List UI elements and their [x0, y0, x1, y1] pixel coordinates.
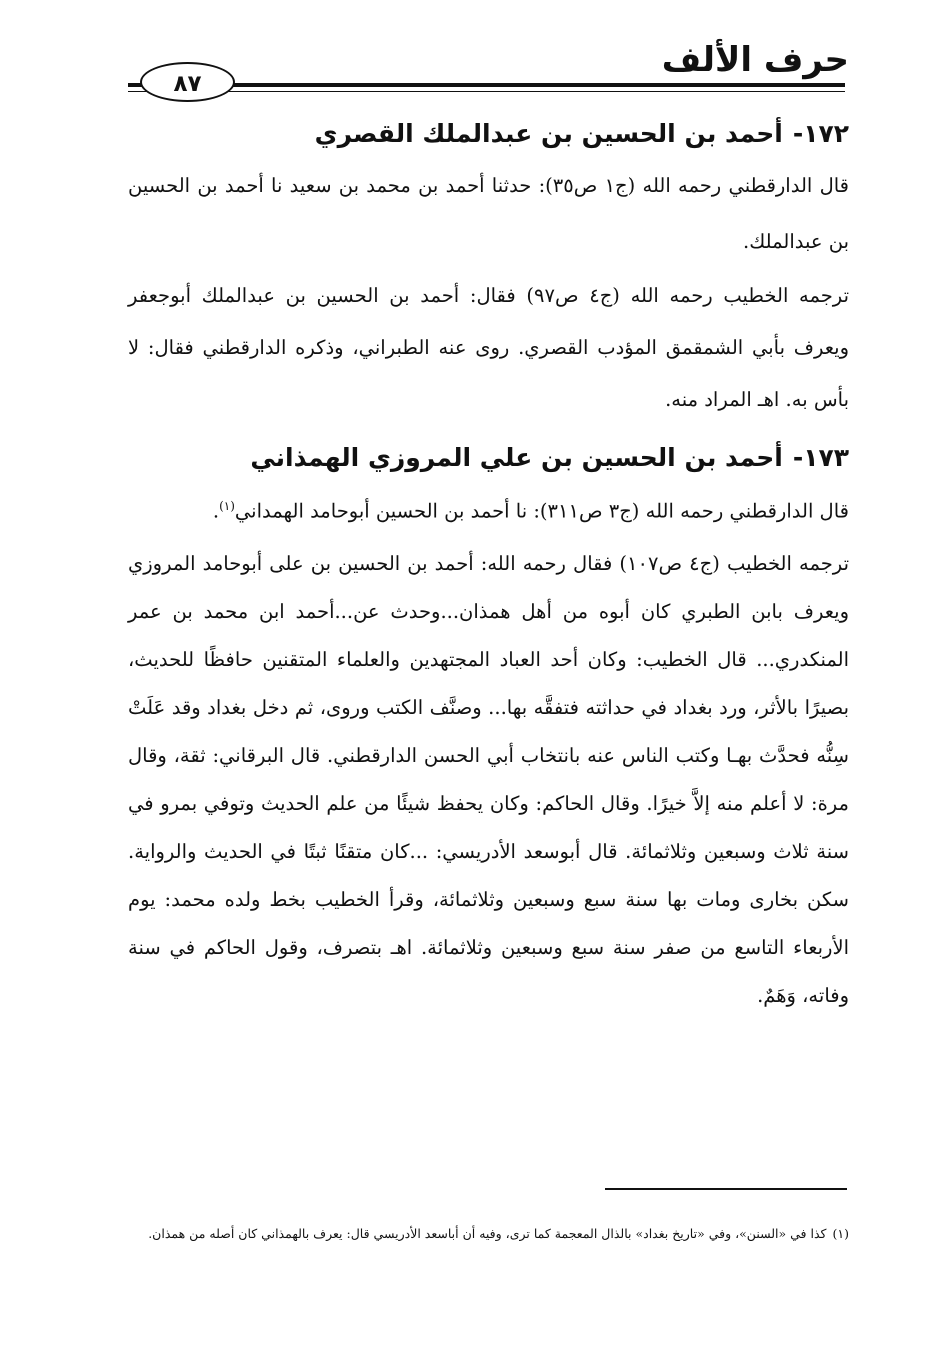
- footnote-marker: (١): [832, 1226, 849, 1241]
- footnote-separator: [605, 1188, 847, 1190]
- intro-text: قال الدارقطني رحمه الله (ج٣ ص٣١١): نا أحمد بن الحسين أبوحامد الهمداني: [234, 499, 849, 523]
- footnote-text: كذا في «السنن»، وفي «تاريخ بغداد» بالذال المعجمة كما ترى، وفيه أن أباسعد الأدريسي قال: يعرف بالهمذاني كان أصله من همذان.: [148, 1226, 827, 1241]
- page-number: ٨٧: [140, 62, 235, 102]
- entry-paragraph: ترجمه الخطيب رحمه الله (ج٤ ص٩٧) فقال: أحمد بن الحسين بن عبدالملك أبوجعفر ويعرف بأبي الشمقمق المؤدب القصري. روى عنه الطبراني، وذكره الدارقطني فقال: لا بأس به. اهـ المراد منه.: [128, 284, 849, 411]
- entry-heading: [315, 116, 849, 152]
- entry-heading: [250, 440, 849, 476]
- footnote: [128, 1212, 849, 1256]
- entry-body: ترجمه الخطيب (ج٤ ص١٠٧) فقال رحمه الله: أحمد بن الحسين بن على أبوحامد المروزي ويعرف بابن الطبري كان أبوه من أهل همذان...وحدث عن...أحمد ابن محمد بن عمر المنكدري... قال الخطيب: وكان أحد العباد المجتهدين والعلماء المتقنين حافظًا للحديث، بصيرًا بالأثر، ورد بغداد في حداثته فتفقَّه بها... وصنَّف الكتب وروى، ثم دخل بغداد وقد عَلَتْ سِنُّه فحدَّث بهـا وكتب الناس عنه بانتخاب أبي الحسن الدارقطني. قال البرقاني: ثقة، وقال مرة: لا أعلم منه إلاَّ خيرًا. وقال الحاكم: وكان يحفظ شيئًا من علم الحديث وتوفي بمرو في سنة ثلاث وسبعين وثلاثمائة. قال أبوسعد الأدريسي: ...كان متقنًا ثبتًا في الحديث والرواية. سكن بخارى ومات بها سنة سبع وسبعين وثلاثمائة، وقرأ الخطيب بخط ولده محمد: يوم الأربعاء التاسع من صفر سنة سبع وسبعين وثلاثمائة. اهـ بتصرف، وقول الحاكم في سنة وفاته، وَهَمٌ.: [128, 552, 849, 1007]
- entry-number: ١٧٣-: [792, 443, 849, 472]
- entry-intro: [128, 486, 849, 532]
- footnote-reference[interactable]: (١): [219, 499, 235, 513]
- intro-end: .: [212, 499, 220, 523]
- entry-number: ١٧٢-: [792, 119, 849, 148]
- header-rule-thin: [128, 91, 845, 92]
- chapter-title: حرف الألف: [661, 40, 849, 80]
- header-rule-thick: [128, 83, 845, 87]
- entry-name: أحمد بن الحسين بن عبدالملك القصري: [314, 119, 783, 148]
- entry-paragraph: قال الدارقطني رحمه الله (ج١ ص٣٥): حدثنا أحمد بن محمد بن سعيد نا أحمد بن الحسين بن عبدالملك.: [128, 174, 849, 253]
- entry-name: أحمد بن الحسين بن علي المروزي الهمذاني: [250, 443, 783, 472]
